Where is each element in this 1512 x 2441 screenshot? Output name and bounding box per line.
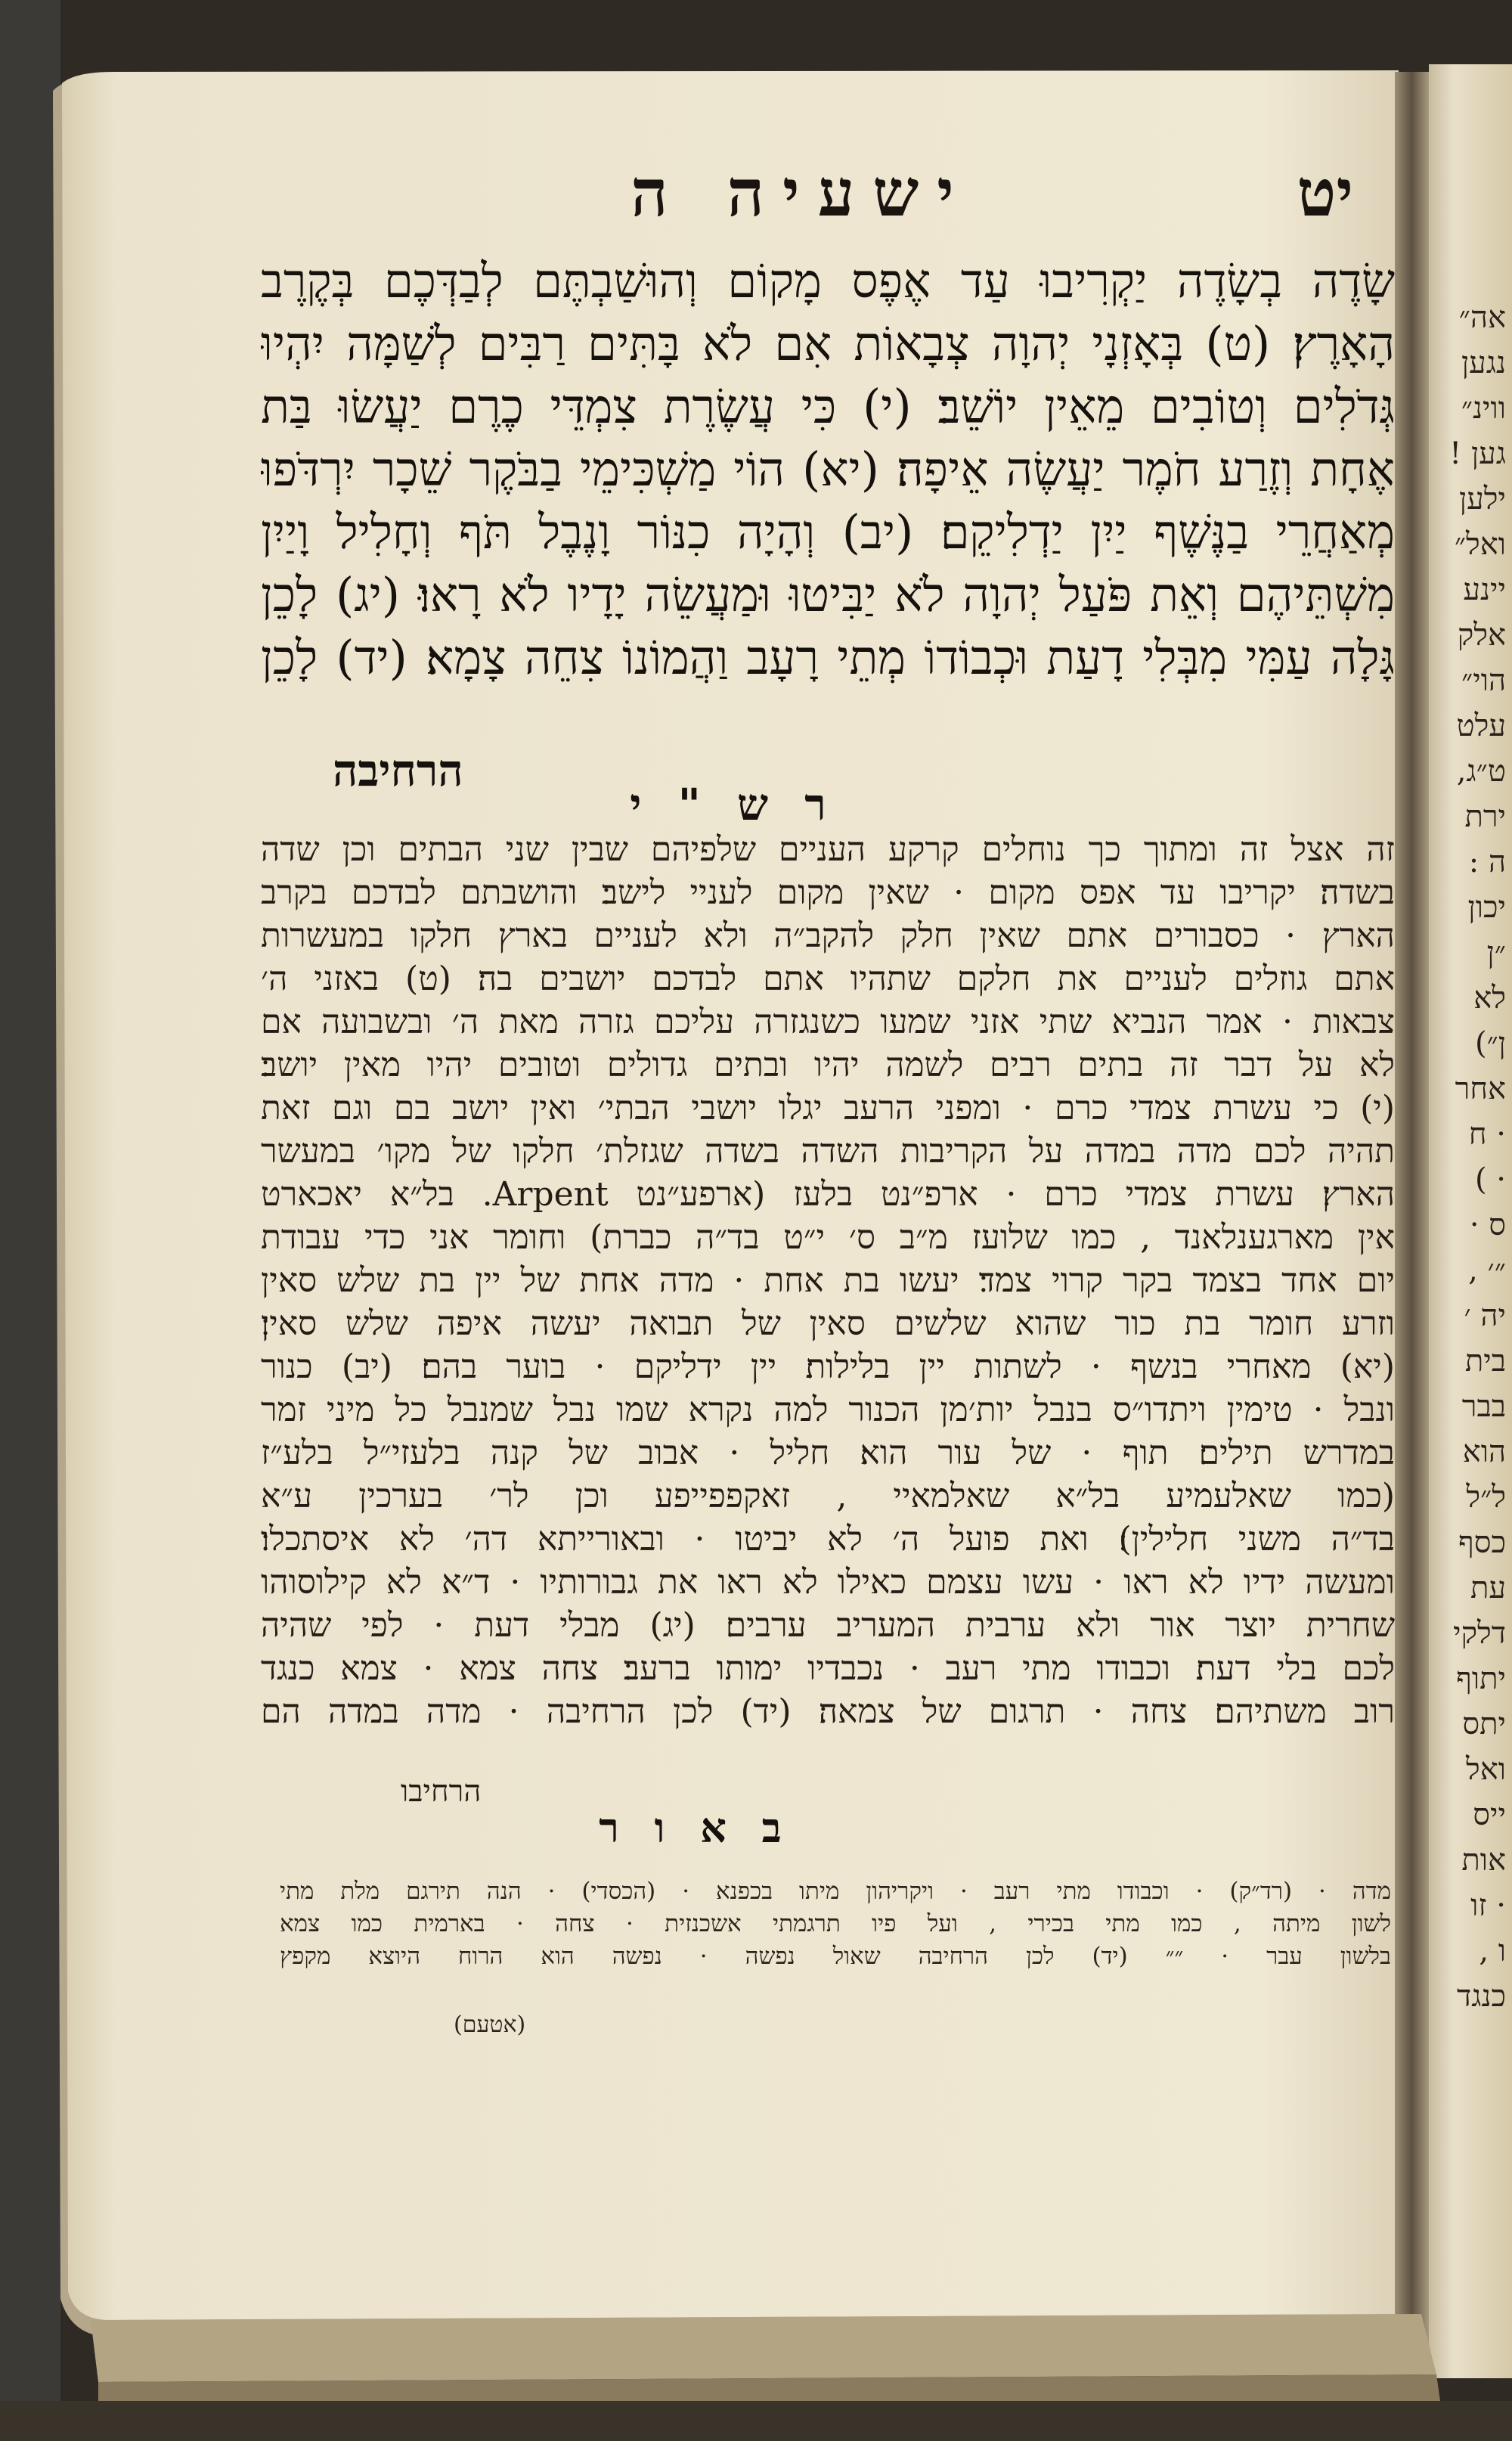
facing-page-line: יתוף <box>1456 1661 1506 1696</box>
facing-page-line: ס · <box>1469 1208 1506 1242</box>
biur-heading-text: ב א ו ר <box>599 1804 792 1852</box>
facing-page-line: הוי״ <box>1461 663 1506 698</box>
scripture-catchword: הרחיבה <box>333 745 463 796</box>
scripture-line: מִשְׁתֵּיהֶם וְאֵת פֹּעַל יְהוָה לֹא יַבִּיטוּ וּמַעֲשֵׂה יָדָיו לֹא רָאוּ׃ (יג) לָכֵן <box>261 567 1395 622</box>
facing-page-fragment <box>1445 295 1506 2185</box>
scripture-line: אֶחָת וְזֶרַע חֹמֶר יַעֲשֶׂה אֵיפָה׃ (יא) הוֹי מַשְׁכִּימֵי בַבֹּקֶר שֵׁכָר יִרְדֹּפוּ <box>261 442 1395 497</box>
facing-page-line: הוא <box>1462 1435 1506 1469</box>
rashi-line: אתם גוזלים לעניים את חלקם שתהיו אתם לבדכם יושבים בה׃ (ט) באזני ה׳ <box>261 960 1395 998</box>
rashi-line: (יא) מאחרי בנשף · לשתות יין בלילות׃ יין ידליקם · בוער בהם׃ (יב) כנור <box>261 1348 1395 1386</box>
facing-page-line: יכון <box>1467 890 1506 925</box>
facing-page-line: ״׳ , <box>1468 1253 1506 1288</box>
rashi-heading <box>0 779 1512 830</box>
facing-page-line: עלט <box>1456 709 1506 743</box>
scripture-line: מְאַחֲרֵי בַנֶּשֶׁף יַיִן יַדְלִיקֵם׃ (יב) וְהָיָה כִנּוֹר וָנֶבֶל תֹּף וְחָלִיל וָיַיִן <box>261 504 1395 560</box>
facing-page-line: בית <box>1464 1344 1506 1379</box>
scripture-line: גְּדֹלִים וְטוֹבִים מֵאֵין יוֹשֵׁב׃ (י) כִּי עֲשֶׂרֶת צִמְדֵּי כֶרֶם יַעֲשׂוּ בַּת <box>261 379 1395 434</box>
facing-page-line: ואל <box>1466 1752 1506 1787</box>
facing-page-line: עת <box>1470 1571 1506 1605</box>
book-title: ישעיה ה <box>631 155 972 231</box>
facing-page-line: ירת <box>1464 799 1506 834</box>
facing-page-line: כסף <box>1458 1525 1506 1560</box>
facing-page-line: ל״ל <box>1466 1480 1506 1515</box>
facing-page-line: בבר <box>1461 1389 1506 1424</box>
facing-page-line: לא <box>1473 981 1506 1016</box>
scripture-line: גָּלָה עַמִּי מִבְּלִי דָעַת וּכְבוֹדוֹ מְתֵי רָעָב וַהֲמוֹנוֹ צִחֵה צָמָא׃ (יד) לָכֵן <box>261 630 1395 685</box>
facing-page-line: אה״ <box>1458 300 1506 335</box>
rashi-line: יום אחד בצמד בקר קרוי צמד׃ יעשו בת אחת · מדה אחת של יין בת שלש סאין <box>261 1261 1395 1300</box>
rashi-line: בשדה׃ יקריבו עד אפס מקום · שאין מקום לעניי לישב׃ והושבתם לבדכם בקרב <box>261 873 1395 912</box>
facing-page-line: · ח <box>1468 1117 1506 1152</box>
rashi-line: לכם בלי דעת׃ וכבודו מתי רעב · נכבדיו ימותו ברעב׃ צחה צמא · צמא כנגד <box>261 1649 1395 1688</box>
facing-page-line: ואל״ <box>1454 527 1506 562</box>
rashi-line: רוב משתיהם׃ צחה · תרגום של צמאה׃ (יד) לכן הרחיבה · מדה במדה הם <box>261 1692 1395 1731</box>
scripture-line: הָאָרֶץ׃ (ט) בְּאָזְנָי יְהוָה צְבָאוֹת אִם לֹא בָּתִּים רַבִּים לְשַׁמָּה יִהְיוּ <box>261 316 1395 371</box>
rashi-line: הארץ׃ עשרת צמדי כרם · ארפ״נט בלעז (ארפע״נט Arpent. בל״א יאכארט <box>261 1175 1395 1214</box>
facing-page-line: ווינ״ <box>1461 391 1506 426</box>
facing-page-line: אות <box>1461 1843 1506 1878</box>
rashi-line: צבאות · אמר הנביא שתי אזני שמעו כשנגזרה עליכם גזרה מאת ה׳ ובשבועה אם <box>261 1003 1395 1041</box>
biur-commentary <box>280 1875 1391 2004</box>
facing-page-line: יינע <box>1463 572 1506 607</box>
biur-heading <box>0 1804 1512 1852</box>
facing-page-line: · זו <box>1470 1888 1506 1923</box>
biur-line: לשון מיתה , כמו מתי בכירי , ועל פיו תרגמתי אשכנזית · צחה · בארמית כמו צמא <box>280 1910 1391 1937</box>
rashi-line: (י) כי עשרת צמדי כרם · ומפני הרעב יגלו יושבי הבתי׳ ואין יושב בם וגם זאת <box>261 1089 1395 1127</box>
rashi-heading-text: ר ש " י <box>630 779 837 830</box>
facing-page-line: כנגד <box>1457 1979 1506 2014</box>
rashi-line: ומעשה ידיו לא ראו · עשו עצמם כאילו לא ראו את גבורותיו · ד״א לא קילוסוהו <box>261 1563 1395 1602</box>
facing-page-line: ט״ג, <box>1456 754 1506 789</box>
facing-page-line: ילען <box>1458 482 1506 516</box>
rashi-line: במדרש תילים׃ תוף · של עור הוא׃ חליל · אבוב של קנה בלעזי״ל בלע״ז <box>261 1434 1395 1472</box>
biur-line: מדה · (רד״ק) · וכבודו מתי רעב · ויקריהון מיתו בכפנא · (הכסדי) · הנה תירגם מלת מתי <box>280 1878 1391 1905</box>
facing-page-line: אחר <box>1455 1072 1506 1106</box>
facing-page-line: ה : <box>1468 845 1506 879</box>
biur-line: בלשון עבר · ״״ (יד) לכן הרחיבה שאול נפשה · נפשה הוא הרוח היוצא מקפץ <box>280 1943 1391 1970</box>
rashi-line: וזרע חומר בת כור שהוא שלשים סאין של תבואה יעשה איפה שלש סאין׃ <box>261 1304 1395 1343</box>
rashi-line: הארץ · כסבורים אתם שאין חלק להקב״ה ולא לעניים בארץ חלקו במעשרות <box>261 917 1395 955</box>
facing-page-line: · ) <box>1474 1162 1506 1197</box>
facing-page-line: דלקי <box>1453 1616 1506 1651</box>
rashi-line: ונבל · טימין ויתדו״ס בנבל יות׳מן הכנור למה נקרא שמו נבל שמנבל כל מיני זמר <box>261 1391 1395 1429</box>
facing-page-line: ייס <box>1473 1797 1506 1832</box>
rashi-line: בד״ה משני חלילין)׃ ואת פועל ה׳ לא יביטו · ובאורייתא דה׳ לא איסתכלו׃ <box>261 1520 1395 1559</box>
facing-page-line: אלק <box>1457 618 1506 653</box>
facing-page-line: ו , <box>1479 1934 1506 1968</box>
facing-page-line: יה ׳ <box>1464 1298 1506 1333</box>
facing-page-line: ן״) <box>1475 1026 1506 1061</box>
rashi-line: זה אצל זה ומתוך כך נוחלים קרקע העניים שלפיהם שבין שני הבתים וכן שדה <box>261 830 1395 869</box>
rashi-line: לא על דבר זה בתים רבים לשמה יהיו ובתים גדולים וטובים יהיו מאין יושב׃ <box>261 1046 1395 1084</box>
rashi-catchword: הרחיבו <box>401 1774 482 1809</box>
page-number: יט <box>1297 155 1353 231</box>
biur-catchword: (אטעם) <box>454 2011 526 2038</box>
facing-page-line: יתס <box>1462 1707 1506 1742</box>
rashi-line: אין מארגענלאנד , כמו שלועז מ״ב ס׳ י״ט בד״ה כברת) וחומר אני כדי עבודת <box>261 1218 1395 1257</box>
rashi-line: תהיה לכם מדה במדה על הקריבות השדה בשדה שגזלת׳ חלקו של מקו׳ במעשר <box>261 1132 1395 1171</box>
rashi-line: (כמו שאלעמיע בל״א שאלמאיי , זאקפפייפע וכן לר׳ בערכין ע״א <box>261 1477 1395 1515</box>
scripture-text <box>261 250 1395 809</box>
scripture-line: שָׂדֶה בְשָׂדֶה יַקְרִיבוּ עַד אֶפֶס מָקוֹם וְהוּשַׁבְתֶּם לְבַדְּכֶם בְּקֶרֶב <box>261 253 1395 309</box>
page-header <box>227 155 1376 257</box>
facing-page-line: נגען <box>1461 346 1506 380</box>
facing-page-line: גען ! <box>1449 436 1506 471</box>
rashi-commentary <box>261 828 1395 1766</box>
rashi-line: שחרית יוצר אור ולא ערבית המעריב ערבים׃ (יג) מבלי דעת · לפי שהיה <box>261 1606 1395 1645</box>
facing-page-line: ״ן <box>1486 935 1506 970</box>
